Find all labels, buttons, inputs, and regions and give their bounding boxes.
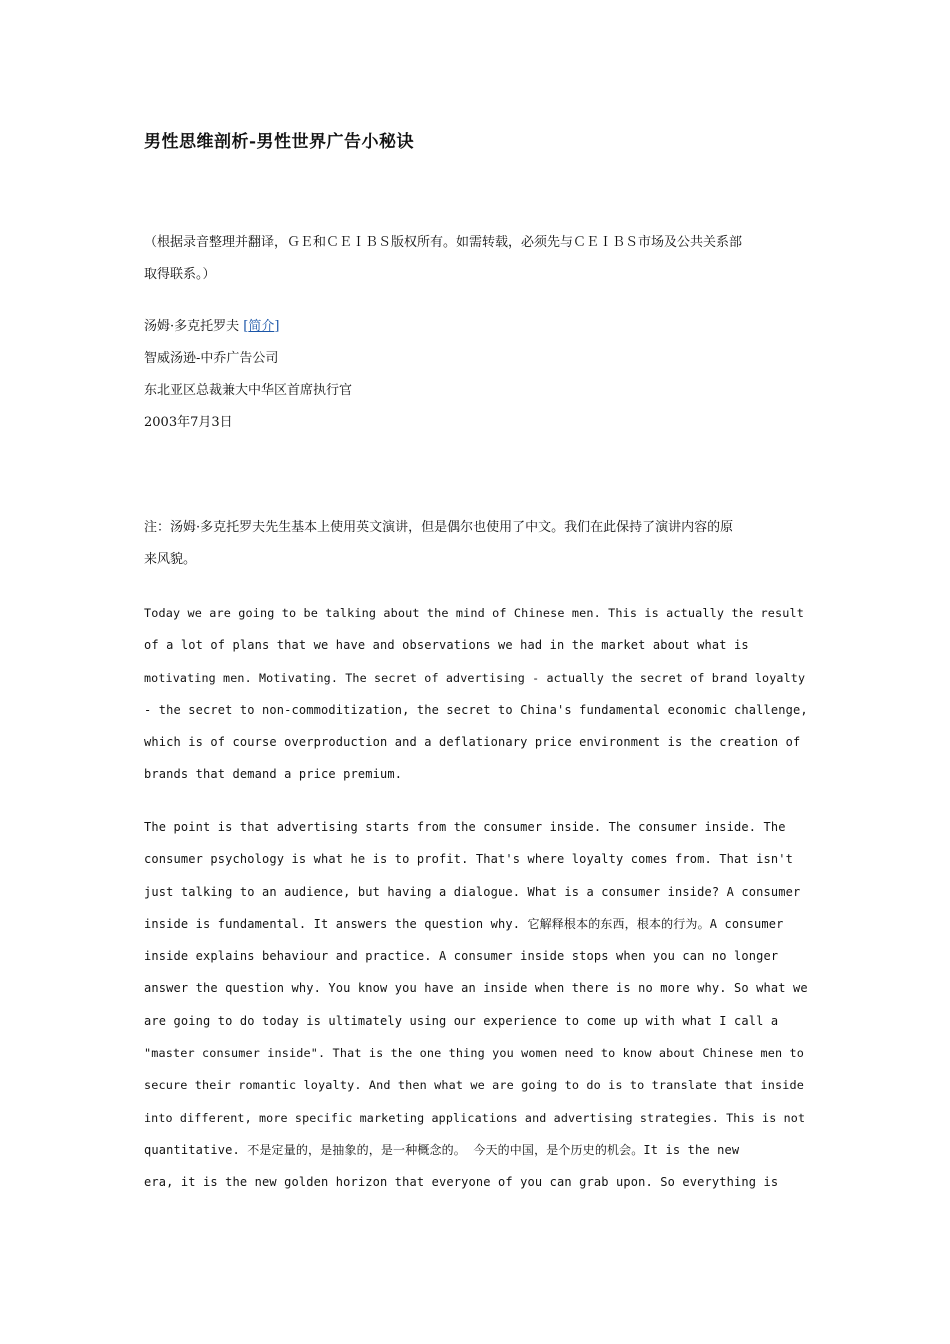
paragraph-line: into different, more specific marketing applications and advertising strategies. This is not — [144, 1110, 806, 1125]
translation-note-line-2: 来风貌。 — [144, 552, 197, 567]
speaker-name-line — [144, 311, 808, 343]
paragraph-line: era, it is the new golden horizon that everyone of you can grab upon. So everything is — [144, 1175, 779, 1190]
paragraph-line: are going to do today is ultimately using our experience to come up with what I call a — [144, 1013, 779, 1028]
paragraph-line: secure their romantic loyalty. And then what we are going to do is to translate that inside — [144, 1078, 804, 1093]
paragraph-line: consumer psychology is what he is to profit. That's where loyalty comes from. That isn't — [144, 852, 793, 867]
paragraph-line: just talking to an audience, but having a dialogue. What is a consumer inside? A consumer — [144, 884, 801, 899]
speech-date: 2003年7月3日 — [144, 415, 233, 430]
bio-link[interactable]: 简介 — [248, 319, 275, 334]
paragraph-line: motivating men. Motivating. The secret of advertising - actually the secret of brand loyalty — [144, 670, 806, 685]
paragraph-line: Today we are going to be talking about the mind of Chinese men. This is actually the result — [144, 606, 804, 620]
speaker-company: 智威汤逊-中乔广告公司 — [144, 351, 279, 366]
speaker-info — [144, 311, 808, 439]
paragraph-line: which is of course overproduction and a deflationary price environment is the creation of — [144, 735, 801, 750]
copyright-note-line-2: 取得联系。） — [144, 267, 216, 282]
bracket-open: [ — [243, 319, 249, 334]
bracket-close: ] — [274, 319, 280, 334]
translation-note-line-1: 注：汤姆·多克托罗夫先生基本上使用英文演讲，但是偶尔也使用了中文。我们在此保持了演讲内容的原 — [144, 520, 734, 535]
paragraph-line: The point is that advertising starts from the consumer inside. The consumer inside. The — [144, 820, 786, 834]
paragraph-line: of a lot of plans that we have and observations we had in the market about what is — [144, 638, 749, 653]
paragraph-line: - the secret to non-commoditization, the secret to China's fundamental economic challenge, — [144, 702, 808, 717]
speaker-name: 汤姆·多克托罗夫 — [144, 319, 240, 334]
copyright-note — [144, 227, 808, 291]
document-title: 男性思维剖析-男性世界广告小秘诀 — [144, 132, 415, 152]
paragraph-line: quantitative. 不是定量的，是抽象的，是一种概念的。 今天的中国，是个历史的机会。It is the new — [144, 1142, 740, 1157]
paragraph-1 — [144, 597, 808, 791]
paragraph-line: brands that demand a price premium. — [144, 767, 403, 782]
paragraph-line: answer the question why. You know you have an inside when there is no more why. So what we — [144, 981, 808, 996]
paragraph-line: "master consumer inside". That is the one thing you women need to know about Chinese men to — [144, 1046, 804, 1061]
copyright-note-line-1: （根据录音整理并翻译，ＧＥ和ＣＥＩＢＳ版权所有。如需转载，必须先与ＣＥＩＢＳ市场及公共关系部 — [144, 235, 743, 250]
paragraph-line: inside explains behaviour and practice. A consumer inside stops when you can no longer — [144, 949, 779, 964]
paragraph-line: inside is fundamental. It answers the question why. 它解释根本的东西，根本的行为。A consumer — [144, 916, 784, 931]
paragraph-2 — [144, 811, 808, 1199]
translation-note — [144, 512, 808, 576]
speaker-position: 东北亚区总裁兼大中华区首席执行官 — [144, 383, 353, 398]
